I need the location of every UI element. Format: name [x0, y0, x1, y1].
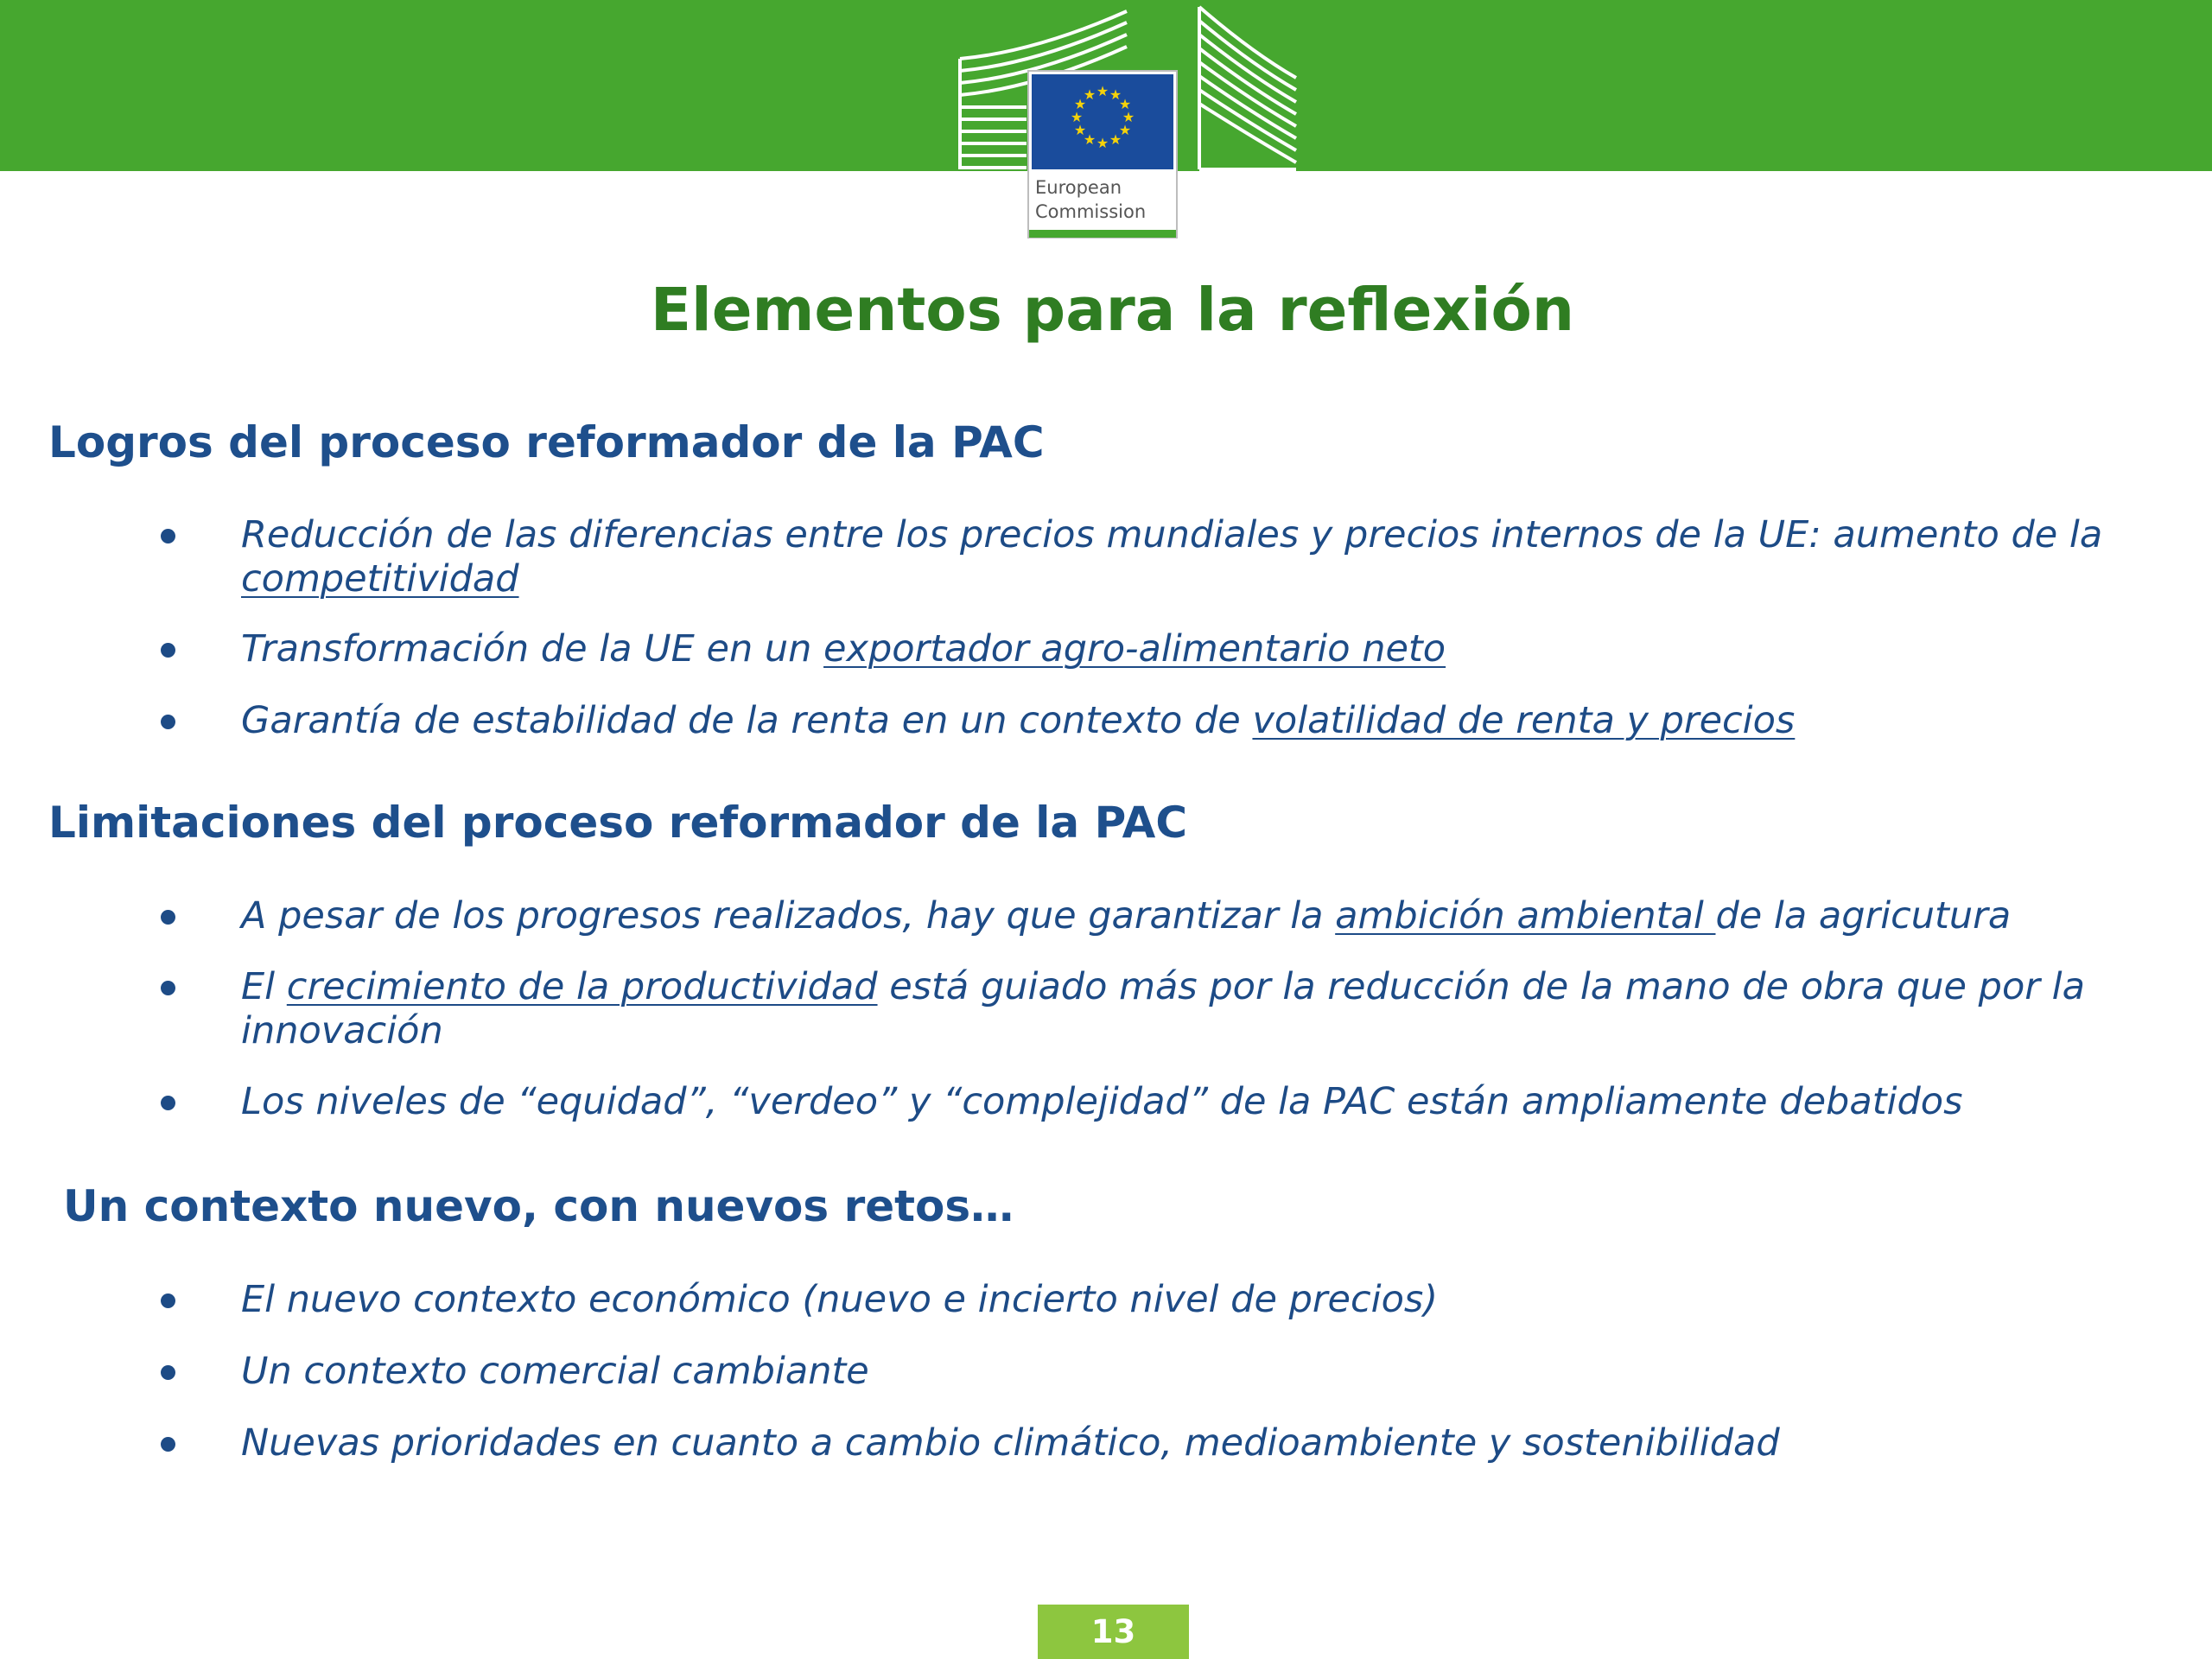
underlined-phrase: crecimiento de la productividad — [286, 965, 878, 1008]
section-heading: Un contexto nuevo, con nuevos retos… — [63, 1181, 1014, 1231]
text-segment: El nuevo contexto económico (nuevo e incierto nivel de precios) — [241, 1278, 1439, 1321]
text-segment: de la agricutura — [1715, 894, 2012, 938]
bullet-icon — [161, 1096, 175, 1110]
svg-text:★: ★ — [1073, 122, 1087, 138]
svg-text:★: ★ — [1096, 83, 1109, 99]
text-segment: Un contexto comercial cambiante — [241, 1350, 869, 1393]
european-commission-logo — [957, 0, 1301, 242]
underlined-phrase: competitividad — [241, 557, 519, 601]
bullet-icon — [161, 643, 175, 658]
page-number: 13 — [1090, 1613, 1136, 1650]
bullet-icon — [161, 910, 175, 925]
european-commission-logo-icon — [957, 0, 1301, 242]
section-heading: Logros del proceso reformador de la PAC — [48, 417, 1045, 467]
logo-text-line2: Commission — [1035, 201, 1147, 222]
svg-text:★: ★ — [1083, 86, 1096, 103]
underlined-phrase: volatilidad de renta y precios — [1252, 699, 1796, 742]
text-segment: Garantía de estabilidad de la renta en un contexto de — [241, 699, 1253, 742]
bullet-text — [241, 513, 2107, 601]
bullet-icon — [161, 715, 175, 729]
bullet-text — [241, 1421, 2107, 1465]
bullet-icon — [161, 1437, 175, 1452]
bullet-icon — [161, 981, 175, 995]
svg-text:★: ★ — [1109, 131, 1122, 148]
bullet-text — [241, 627, 2107, 671]
text-segment: Nuevas prioridades en cuanto a cambio climático, medioambiente y sostenibilidad — [241, 1421, 1780, 1465]
bullet-text — [241, 1350, 2107, 1394]
bullet-text — [241, 894, 2107, 938]
text-segment: Transformación de la UE en un — [241, 627, 824, 671]
svg-text:★: ★ — [1118, 96, 1132, 112]
svg-text:★: ★ — [1122, 109, 1135, 125]
svg-text:★: ★ — [1118, 122, 1132, 138]
bullet-text — [241, 1080, 2107, 1124]
bullet-icon — [161, 1294, 175, 1308]
bullet-text — [241, 699, 2107, 743]
bullet-icon — [161, 529, 175, 543]
svg-text:★: ★ — [1096, 135, 1109, 151]
text-segment: Reducción de las diferencias entre los precios mundiales y precios internos de la UE: aumento de la — [241, 513, 2103, 556]
underlined-phrase: exportador agro-alimentario neto — [823, 627, 1446, 671]
text-segment: Los niveles de “equidad”, “verdeo” y “complejidad” de la PAC están ampliamente debatidos — [241, 1080, 1963, 1123]
svg-text:★: ★ — [1073, 96, 1087, 112]
slide-title: Elementos para la reflexión — [650, 276, 1575, 345]
text-segment: A pesar de los progresos realizados, hay que garantizar la — [241, 894, 1336, 938]
section-heading: Limitaciones del proceso reformador de la PAC — [48, 798, 1188, 848]
bullet-icon — [161, 1365, 175, 1380]
page-number-box — [1038, 1605, 1189, 1659]
text-segment: El — [241, 965, 287, 1008]
logo-text-line1: European — [1035, 177, 1122, 198]
svg-text:★: ★ — [1070, 109, 1084, 125]
bullet-text — [241, 965, 2107, 1053]
bullet-text — [241, 1278, 2107, 1322]
svg-text:★: ★ — [1083, 131, 1096, 148]
svg-text:★: ★ — [1109, 86, 1122, 103]
underlined-phrase: ambición ambiental — [1335, 894, 1716, 938]
logo-card-green-strip — [1029, 230, 1176, 238]
text-segment: está guiado más por la reducción de la mano de obra que por la innovación — [241, 965, 2085, 1052]
